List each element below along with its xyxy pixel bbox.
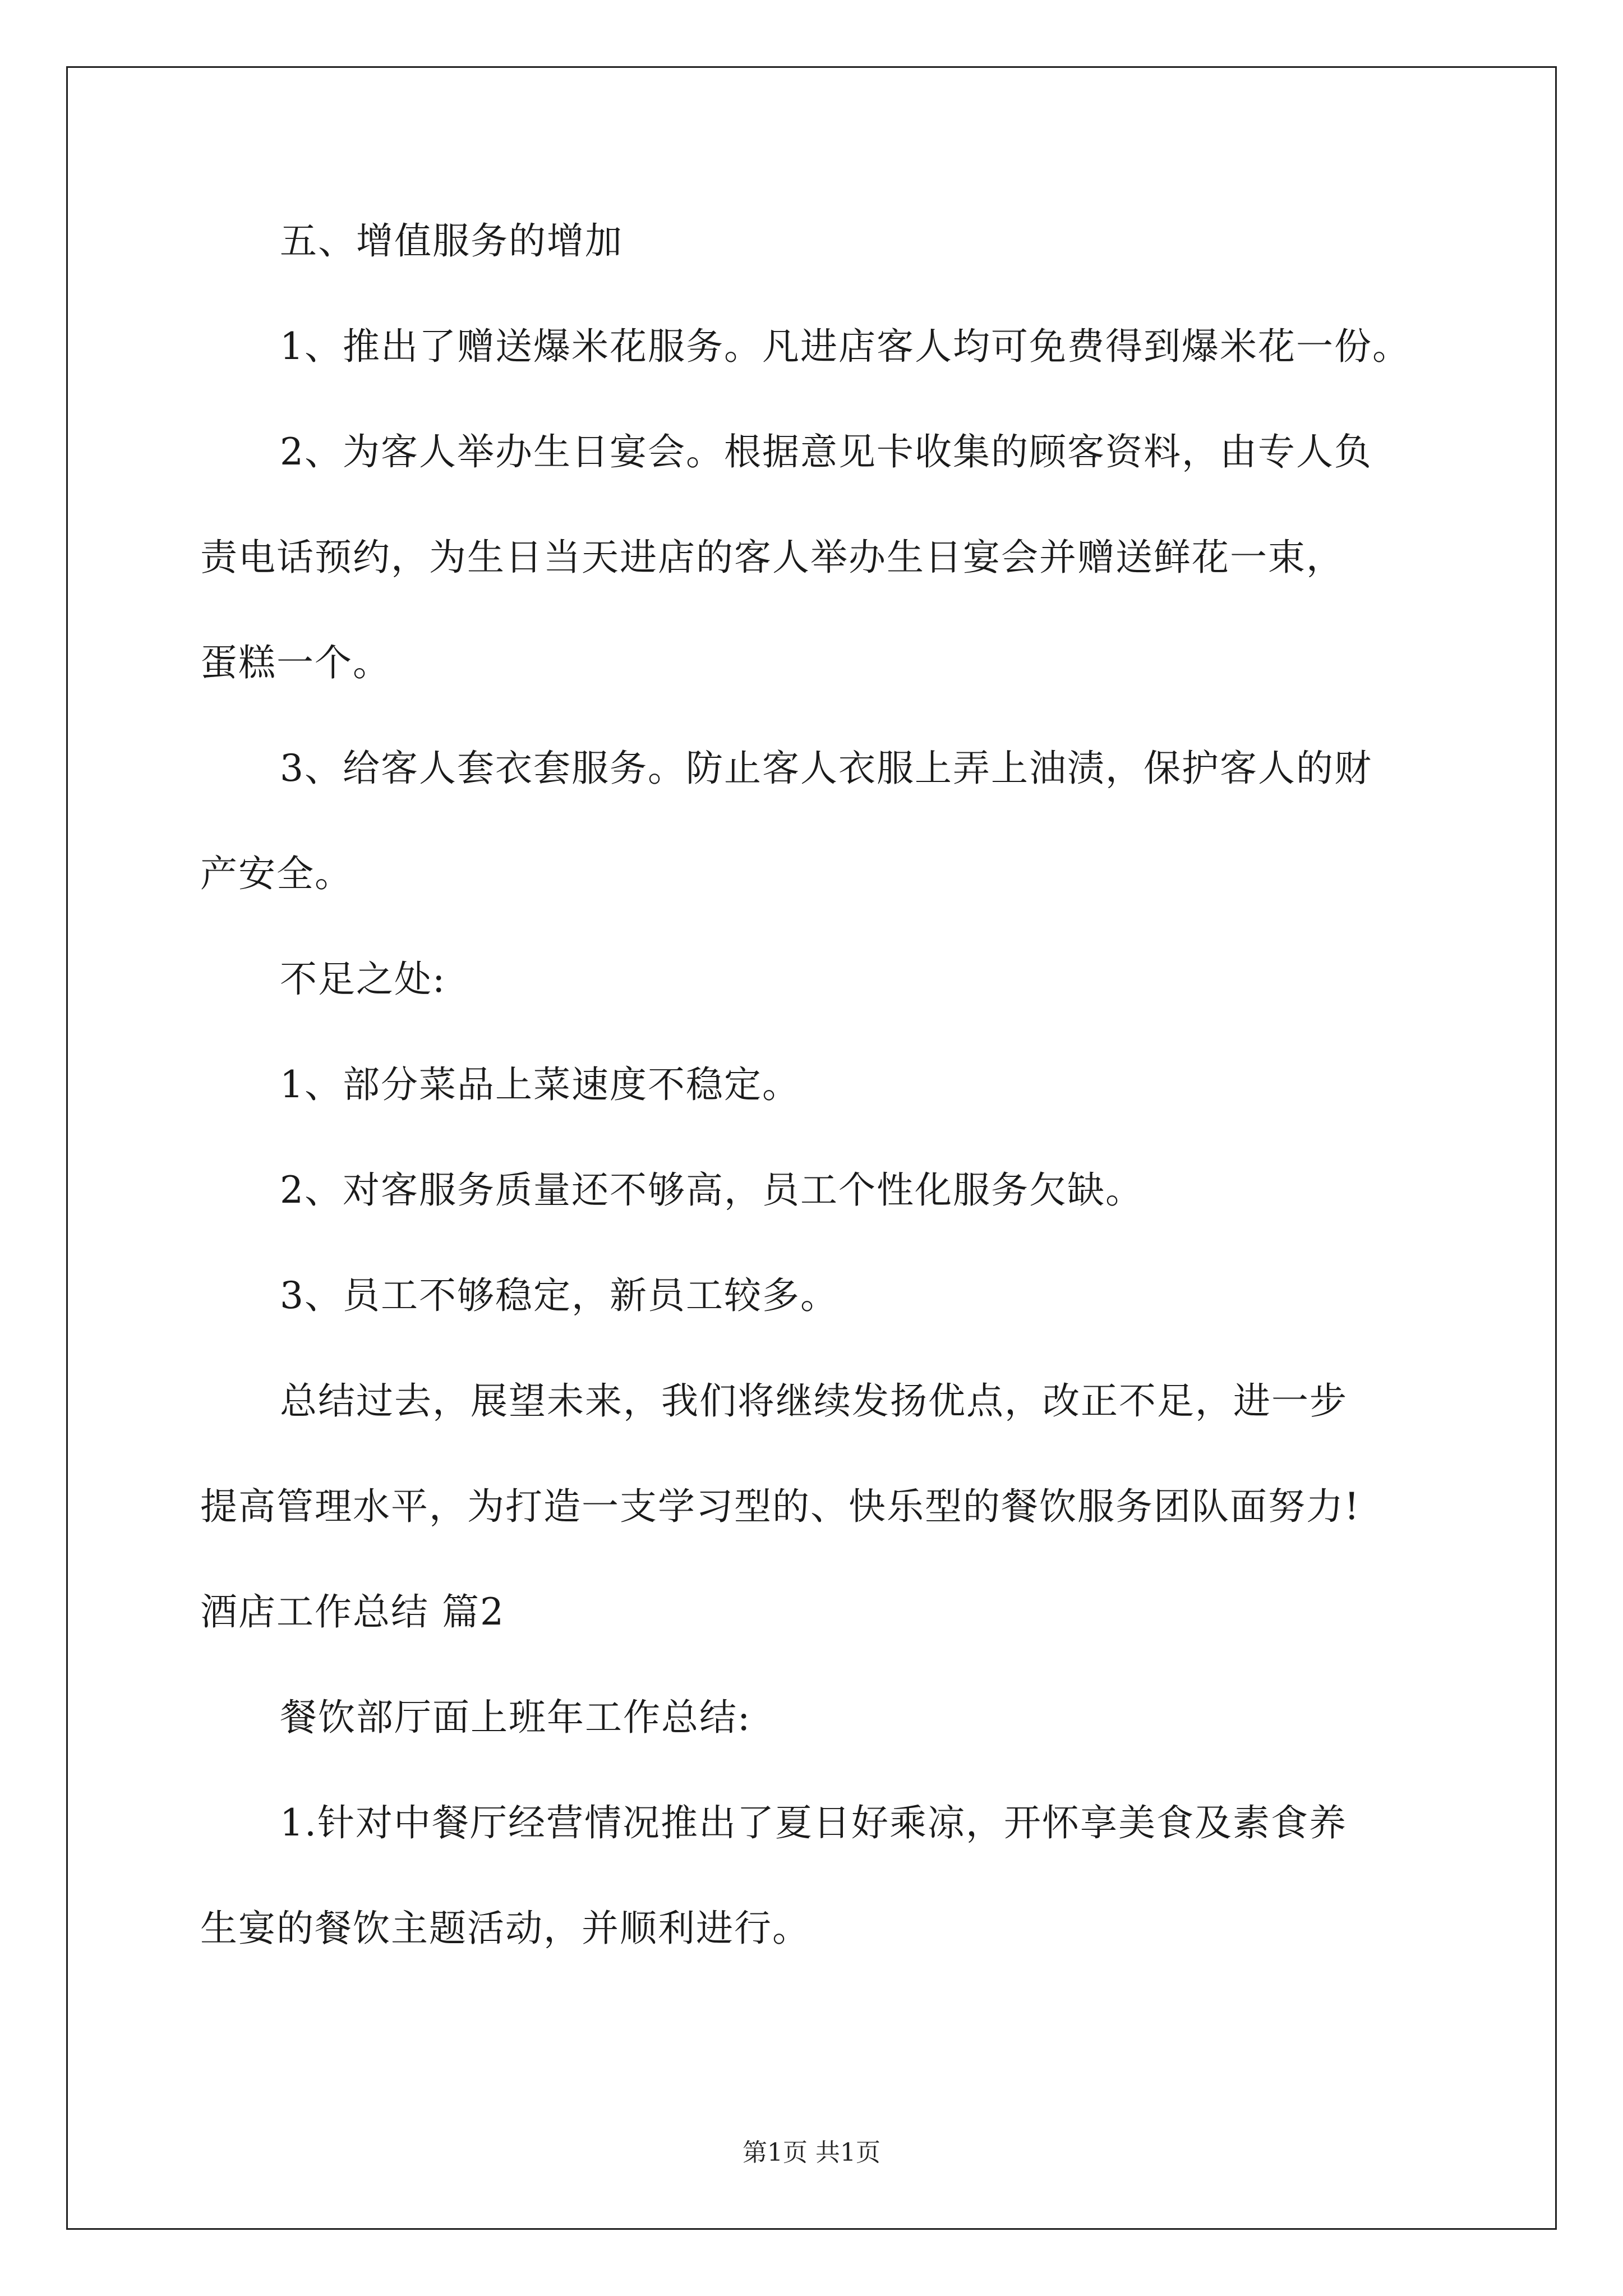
- paragraph-line: 蛋糕一个。: [200, 641, 391, 684]
- article-title: 酒店工作总结 篇2: [200, 1590, 505, 1634]
- paragraph-line: 提高管理水平，为打造一支学习型的、快乐型的餐饮服务团队面努力!: [200, 1485, 1361, 1528]
- paragraph-line: 1、推出了赠送爆米花服务。凡进店客人均可免费得到爆米花一份。: [280, 325, 1410, 368]
- page-footer: 第1页 共1页: [743, 2138, 880, 2167]
- paragraph-line: 1.针对中餐厅经营情况推出了夏日好乘凉，开怀享美食及素食养: [280, 1801, 1347, 1844]
- paragraph-line: 生宴的餐饮主题活动，并顺利进行。: [200, 1907, 810, 1950]
- paragraph-line: 总结过去，展望未来，我们将继续发扬优点，改正不足，进一步: [280, 1379, 1348, 1423]
- paragraph-line: 产安全。: [200, 852, 353, 895]
- paragraph-line: 责电话预约，为生日当天进店的客人举办生日宴会并赠送鲜花一束，: [200, 536, 1344, 579]
- paragraph-line: 3、员工不够稳定，新员工较多。: [280, 1274, 838, 1317]
- paragraph-line: 3、给客人套衣套服务。防止客人衣服上弄上油渍，保护客人的财: [280, 747, 1372, 790]
- paragraph-line: 1、部分菜品上菜速度不稳定。: [280, 1063, 800, 1106]
- section-heading: 五、增值服务的增加: [280, 219, 623, 263]
- page-border: [66, 66, 1557, 2230]
- paragraph-line: 2、对客服务质量还不够高，员工个性化服务欠缺。: [280, 1168, 1144, 1212]
- paragraph-line: 2、为客人举办生日宴会。根据意见卡收集的顾客资料，由专人负: [280, 430, 1372, 473]
- paragraph-line: 餐饮部厅面上班年工作总结:: [280, 1696, 751, 1739]
- section-heading: 不足之处:: [280, 958, 446, 1001]
